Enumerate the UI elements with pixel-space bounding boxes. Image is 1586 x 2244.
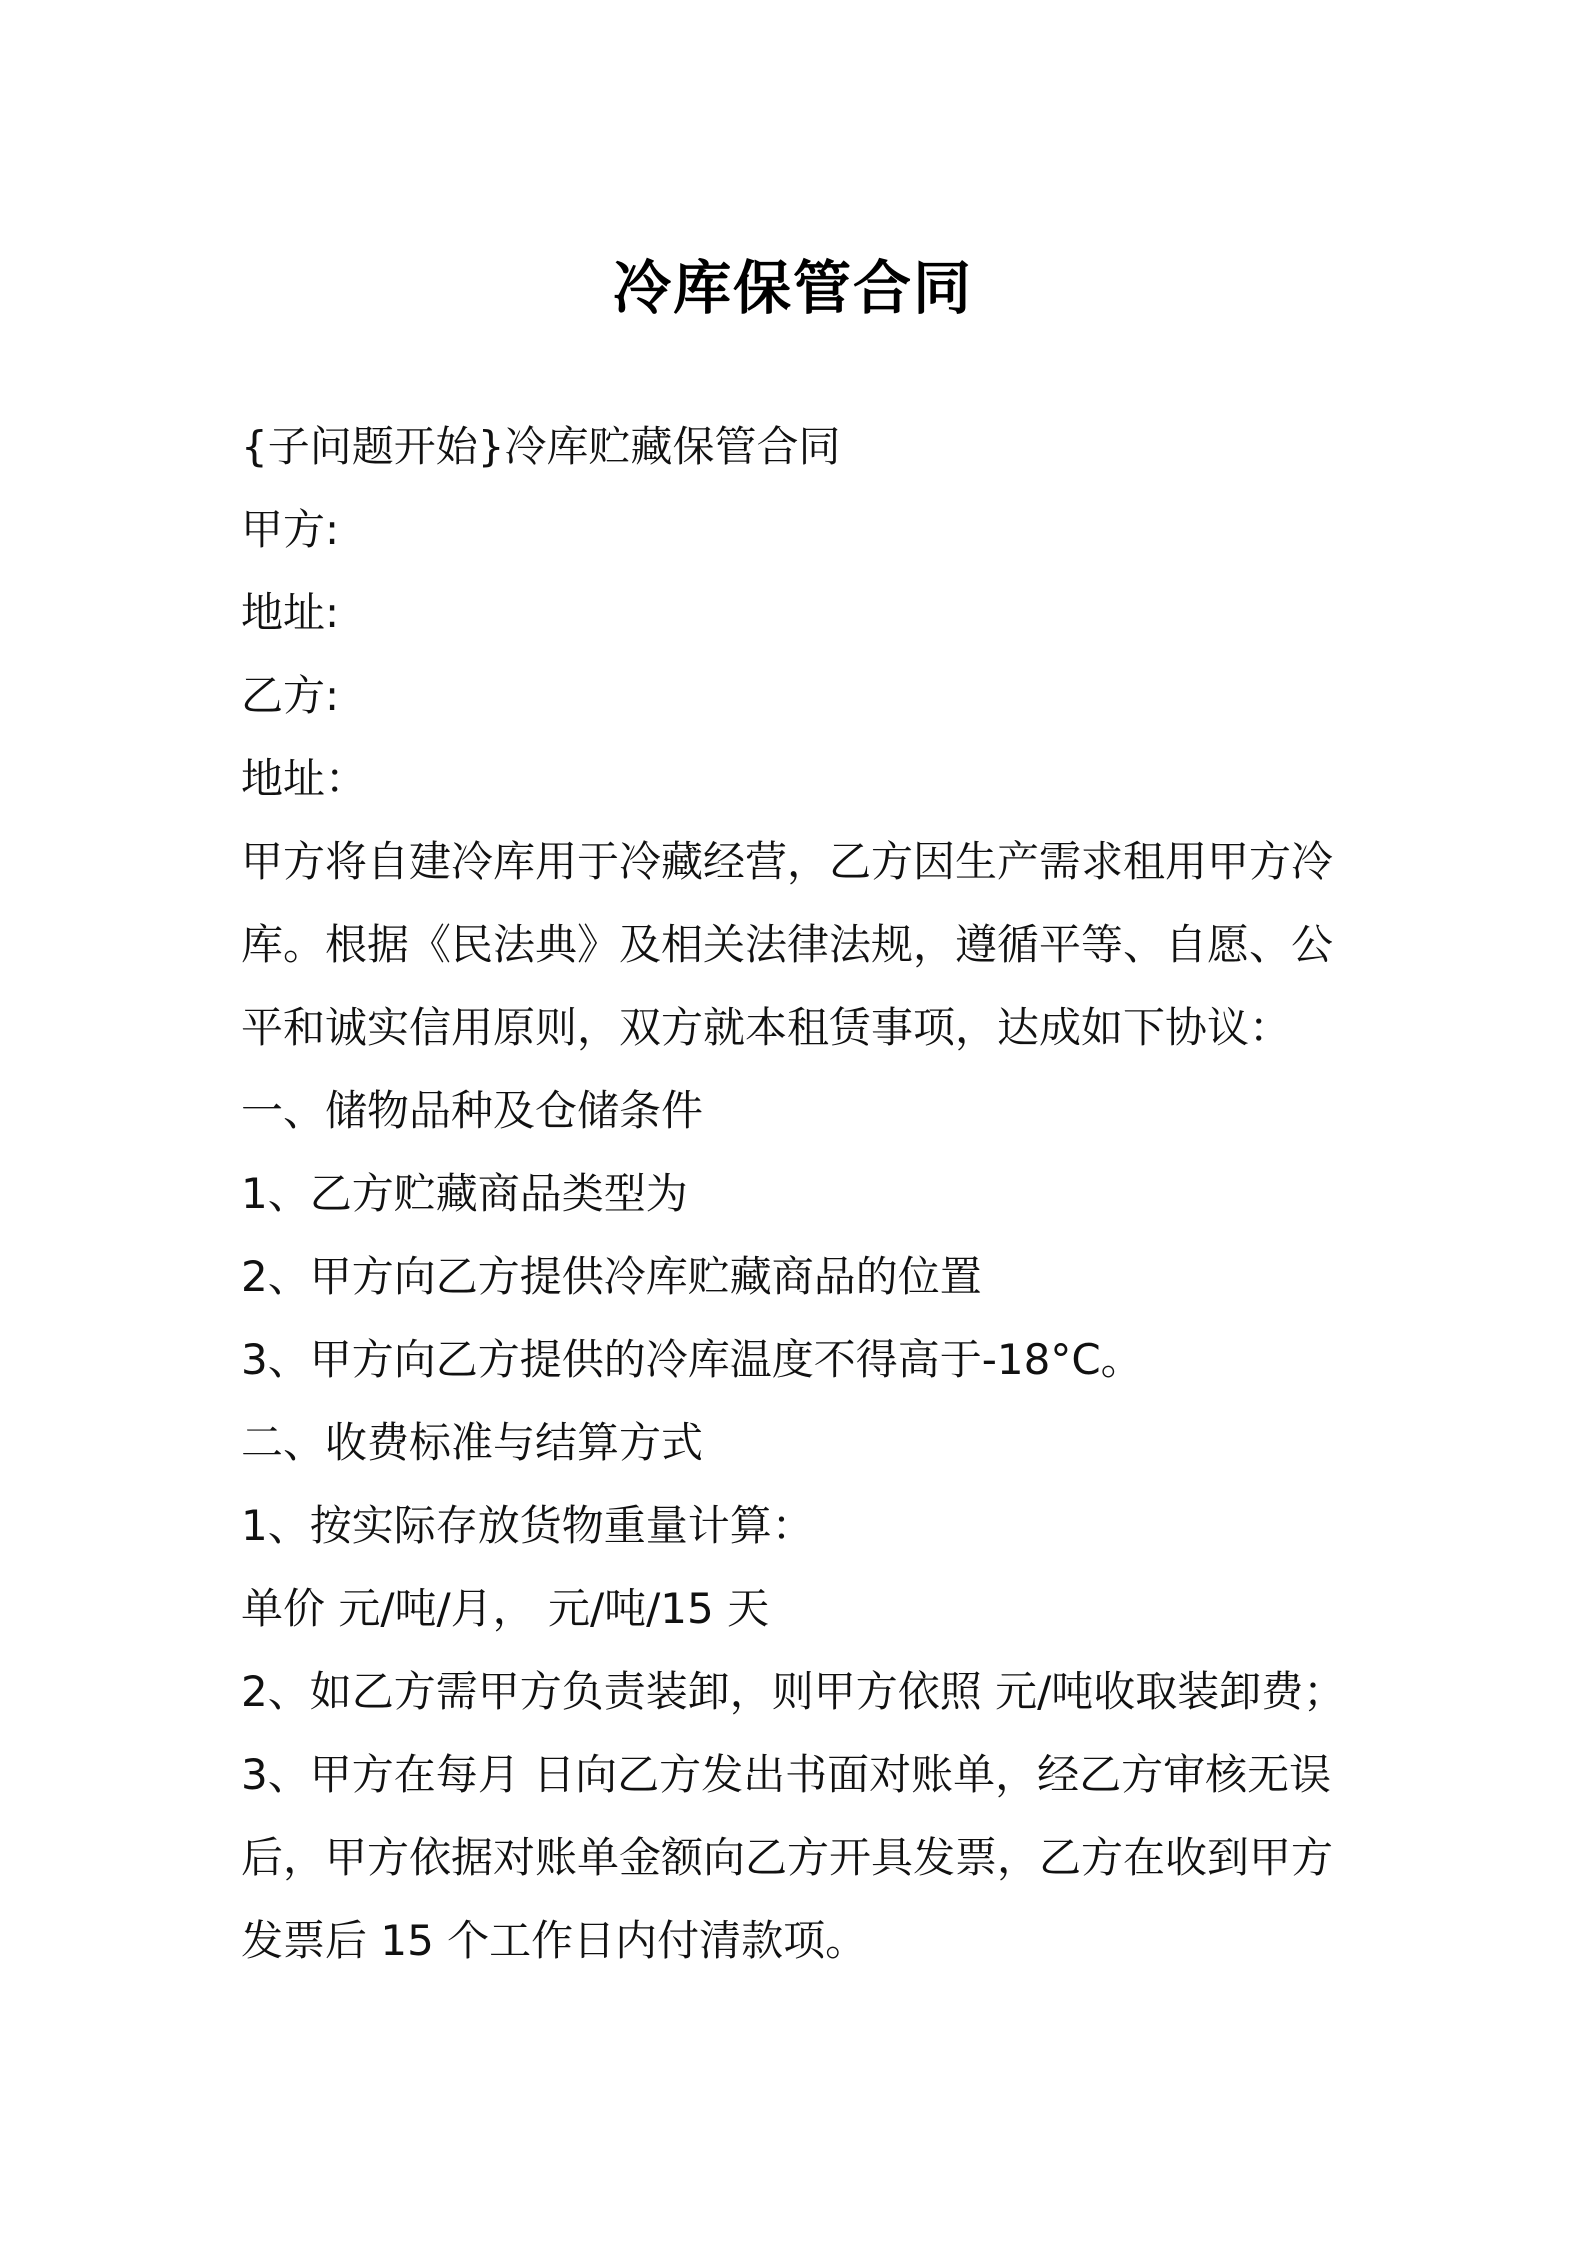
- section-1-item-1: 1、乙方贮藏商品类型为: [241, 1169, 688, 1218]
- section-1-item-3: 3、甲方向乙方提供的冷库温度不得高于-18°C。: [241, 1335, 1143, 1384]
- unit-price-line: 单价 元/吨/月， 元/吨/15 天: [241, 1584, 770, 1633]
- preamble-line-2: 库。根据《民法典》及相关法律法规，遵循平等、自愿、公: [241, 920, 1334, 969]
- document-body: [241, 405, 1361, 1982]
- section-2-item-1: 1、按实际存放货物重量计算：: [241, 1501, 814, 1550]
- heading-subtitle: {子问题开始}冷库贮藏保管合同: [241, 422, 841, 471]
- section-2-item-3-line-2: 后，甲方依据对账单金额向乙方开具发票，乙方在收到甲方: [241, 1833, 1334, 1882]
- section-2-heading: 二、收费标准与结算方式: [241, 1418, 704, 1467]
- section-2-item-2: 2、如乙方需甲方负责装卸，则甲方依照 元/吨收取装卸费；: [241, 1667, 1346, 1716]
- party-b-label: 乙方:: [241, 671, 340, 720]
- section-1-item-2: 2、甲方向乙方提供冷库贮藏商品的位置: [241, 1252, 982, 1301]
- section-2-item-3-line-1: 3、甲方在每月 日向乙方发出书面对账单，经乙方审核无误: [241, 1750, 1332, 1799]
- party-a-address-label: 地址:: [241, 588, 340, 637]
- document-title: 冷库保管合同: [612, 254, 973, 322]
- party-a-label: 甲方:: [241, 505, 340, 554]
- preamble-line-3: 平和诚实信用原则，双方就本租赁事项，达成如下协议：: [241, 1003, 1292, 1052]
- preamble-line-1: 甲方将自建冷库用于冷藏经营，乙方因生产需求租用甲方冷: [241, 837, 1334, 886]
- section-2-item-3-line-3: 发票后 15 个工作日内付清款项。: [241, 1916, 868, 1965]
- party-b-address-label: 地址：: [241, 754, 368, 803]
- section-1-heading: 一、储物品种及仓储条件: [241, 1086, 704, 1135]
